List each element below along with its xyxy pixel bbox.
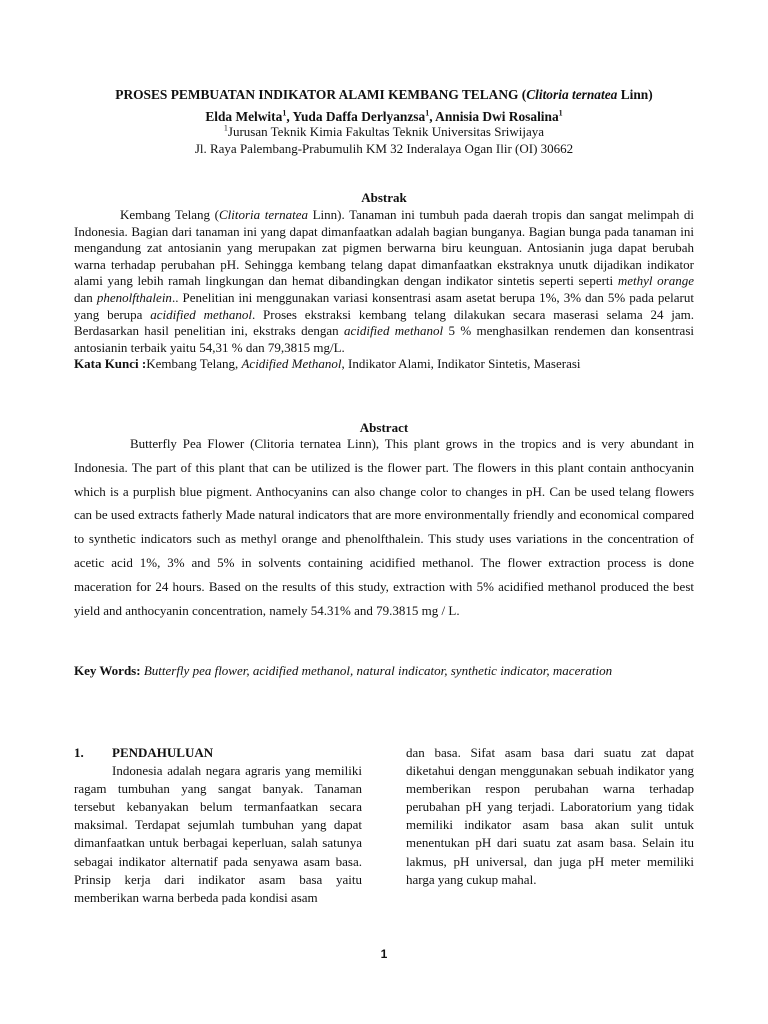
section-right-text: dan basa. Sifat asam basa dari suatu zat dapat diketahui dengan menggunakan sebuah indikator yang memberikan respon perubahan warna terhadap perubahan pH yang terjadi. Laboratorium yang tidak memiliki indikator asam basa akan sulit untuk menentukan pH dari suatu zat asam basa. Selain itu lakmus, pH universal, dan juga pH meter memiliki harga yang cukup mahal. <box>406 745 694 887</box>
section-title: PENDAHULUAN <box>112 745 214 760</box>
title-text-end: Linn) <box>617 87 653 102</box>
section-heading <box>74 744 362 762</box>
author-1-sup: 1 <box>282 108 287 118</box>
kata-kunci <box>74 356 694 373</box>
section-number: 1. <box>74 745 84 760</box>
key-words-label: Key Words: <box>74 663 141 678</box>
kata-kunci-term: Acidified Methanol <box>241 356 342 372</box>
key-words-text: Butterfly pea flower, acidified methanol, natural indicator, synthetic indicator, maceration <box>140 663 613 678</box>
abstrak-text: .. Penelitian ini menggunakan variasi konsentrasi asam asetat berupa 1%, 3% dan 5% pada pelarut yang berupa <box>74 289 694 322</box>
abstrak-text: . Proses ekstraksi kembang telang dilakukan secara maserasi selama 24 jam. Berdasarkan hasil penelitian ini, ekstraks dengan <box>74 306 695 339</box>
abstrak-term: methyl orange <box>617 273 695 289</box>
abstrak-text: Kembang Telang ( <box>120 207 219 222</box>
column-right <box>406 744 694 889</box>
title-text: PROSES PEMBUATAN INDIKATOR ALAMI KEMBANG TELANG ( <box>115 87 527 102</box>
abstract-text: Butterfly Pea Flower (Clitoria ternatea Linn), This plant grows in the tropics and is very abundant in Indonesia. The part of this plant that can be utilized is the flower part. The flowers in this plant contain anthocyanin which is a purplish blue pigment. Anthocyanins can also change color to changes in pH. Can be used telang flowers can be used extracts fatherly Made natural indicators that are more environmentally friendly and economical compared to synthetic indicators such as methyl orange and phenolfthalein. This study uses variations in the concentration of acetic acid 1%, 3% and 5% in solvents containing acidified methanol. The flower extraction process is done maceration for 24 hours. Based on the results of this study, extraction with 5% acidified methanol produced the best yield and anthocyanin concentration, namely 54.31% and 79.3815 mg / L. <box>74 436 694 618</box>
abstrak-heading: Abstrak <box>361 190 407 205</box>
paper-title <box>40 86 728 103</box>
affiliation-line-1 <box>40 123 728 140</box>
abstrak-text: Linn). Tanaman ini tumbuh pada daerah tropis dan sangat melimpah di Indonesia. Bagian dari tanaman ini yang dapat dimanfaatkan adalah bagian bunganya. Bagian bunga pada tanaman ini mengandung zat antosianin yang merupakan zat pigmen berwarna biru keunguan. Antosianin juga dapat berubah warna terhadap perubahan pH. Sehingga kembang telang dapat dimanfaatkan ekstraknya unutk dijadikan indikator alami yang lebih ramah lingkungan dan hemat dibandingkan dengan indikator sintetis seperti seperti <box>74 207 695 289</box>
abstrak-species: Clitoria ternatea <box>218 207 309 222</box>
author-2-sup: 1 <box>425 108 430 118</box>
author-3-sup: 1 <box>558 108 563 118</box>
kata-kunci-text: , Indikator Alami, Indikator Sintetis, Maserasi <box>341 356 581 372</box>
section-left-text: Indonesia adalah negara agraris yang memiliki ragam tumbuhan yang sangat banyak. Tanaman tersebut kebanyakan belum termanfaatkan secara maksimal. Terdapat sejumlah tumbuhan yang dapat dimanfaatkan untuk berbagai keperluan, salah satunya sebagai indikator alternatif pada senyawa asam basa. Prinsip kerja dari indikator asam basa yaitu memberikan warna berbeda pada kondisi asam <box>74 763 362 905</box>
author-3: , Annisia Dwi Rosalina <box>429 109 559 124</box>
abstrak-term: phenolfthalein <box>96 289 172 305</box>
kata-kunci-text: Kembang Telang, <box>146 356 242 372</box>
abstrak-text: 5 % menghasilkan rendemen dan konsentrasi antosianin terbaik yaitu 54,31 % dan 79,3815 mg/L. <box>74 323 694 355</box>
abstrak-text: dan <box>74 289 97 305</box>
abstract-body <box>74 432 694 622</box>
column-left <box>74 744 362 907</box>
affiliation-address: Jl. Raya Palembang-Prabumulih KM 32 Inderalaya Ogan Ilir (OI) 30662 <box>194 141 574 156</box>
affiliation <box>40 123 728 157</box>
abstrak-term: acidified methanol <box>150 306 252 322</box>
abstrak-body <box>74 207 694 373</box>
page-number: 1 <box>380 947 388 961</box>
abstrak-term: acidified methanol <box>343 323 444 339</box>
abstract-heading: Abstract <box>359 420 409 435</box>
author-1: Elda Melwita <box>205 109 283 124</box>
title-species: Clitoria ternatea <box>526 87 618 102</box>
affiliation-dept: Jurusan Teknik Kimia Fakultas Teknik Universitas Sriwijaya <box>227 124 545 139</box>
kata-kunci-label: Kata Kunci : <box>74 356 147 372</box>
key-words <box>74 662 714 679</box>
affiliation-sup: 1 <box>223 123 228 133</box>
author-2: , Yuda Daffa Derlyanzsa <box>286 109 426 124</box>
